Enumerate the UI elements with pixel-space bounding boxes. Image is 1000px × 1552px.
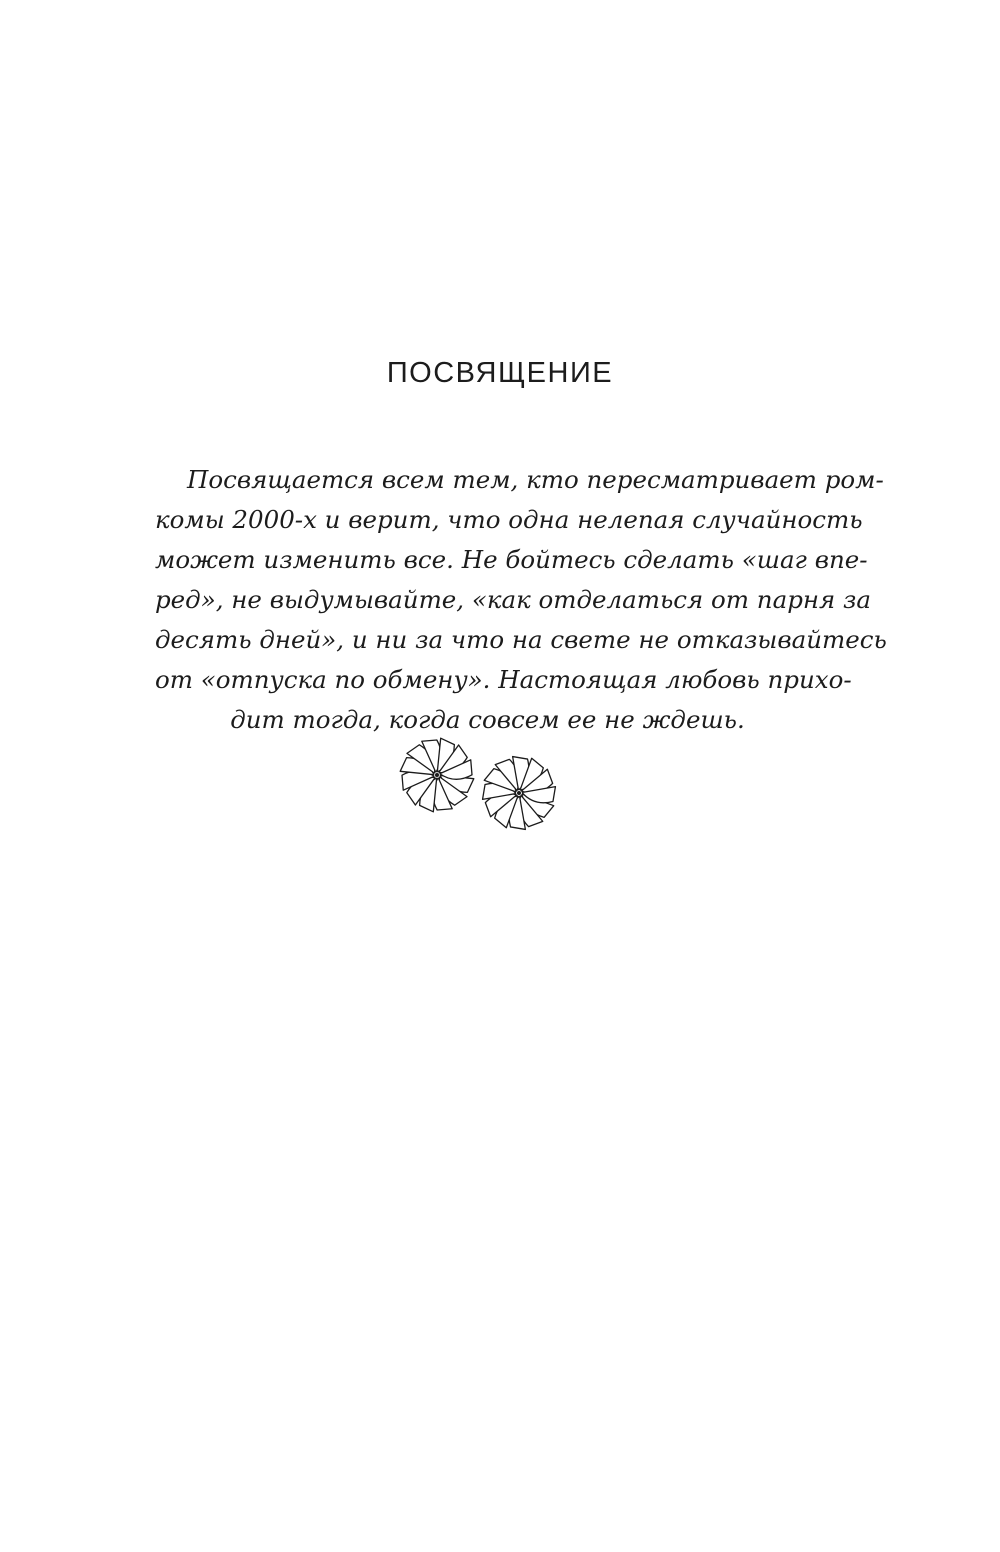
dedication-line: десять дней», и ни за что на свете не отказывайтесь	[155, 625, 887, 654]
dedication-line: может изменить все. Не бойтесь сделать «шаг впе-	[155, 545, 868, 574]
dedication-line: комы 2000-х и верит, что одна нелепая случайность	[155, 505, 863, 534]
dedication-line: дит тогда, когда совсем ее не ждешь.	[230, 705, 745, 734]
dedication-text	[155, 460, 887, 740]
flower-right-icon	[483, 757, 556, 830]
flower-left-icon	[400, 738, 474, 812]
twin-flower-ornament-icon	[395, 735, 565, 835]
dedication-line: от «отпуска по обмену». Настоящая любовь прихо-	[155, 665, 852, 694]
dedication-line: Посвящается всем тем, кто пересматривает ром-	[187, 465, 884, 494]
dedication-line: ред», не выдумывайте, «как отделаться от парня за	[155, 585, 871, 614]
page-title: ПОСВЯЩЕНИЕ	[386, 357, 614, 389]
